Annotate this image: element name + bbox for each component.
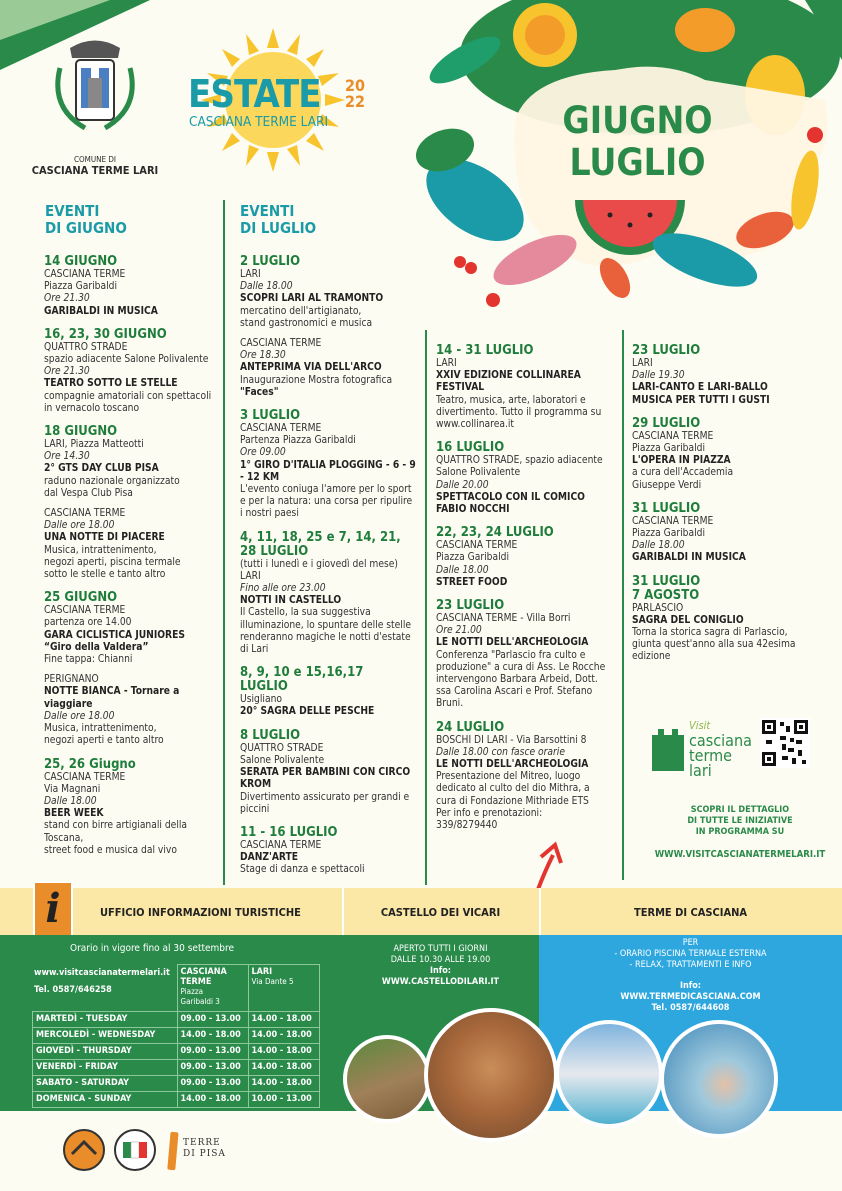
event-item xyxy=(240,255,422,399)
event-name: SCOPRI LARI AL TRAMONTO xyxy=(240,293,384,305)
opening-hours-table: CASCIANA TERME Piazza Garibaldi 3 LARI Via Dante 5 MARTEDÌ - TUESDAY 09.00 - 13.00 14.00 - 18.00 MERCOLEDÌ - WEDNESDAY 14.00 - 18.00 14.00 - 18.00 GIOVEDÌ - THURSDAY 09.00 - 13.00 14.00 - 18.00 VENERDÌ - FRIDAY 09.00 - 13.00 14.00 - 18.00 SABATO - SATURDAY 09.00 - 13.00 14.00 - 18.00 DOMENICA - SUNDAY 14.00 - 18.00 10.00 - 13.00 xyxy=(32,964,320,1108)
event-name: GARA CICLISTICA JUNIORES xyxy=(44,629,185,641)
photo-town xyxy=(343,1035,431,1123)
event-location: LARI xyxy=(436,358,457,369)
event-item xyxy=(44,425,219,581)
terme-info: PER - ORARIO PISCINA TERMALE ESTERNA - RELAX, TRATTAMENTI E INFO Info: WWW.TERMEDICASCIANA.COM Tel. 0587/644608 xyxy=(539,938,842,1014)
event-location: QUATTRO STRADE xyxy=(44,341,128,353)
event-description: Inaugurazione Mostra fotografica xyxy=(240,374,393,386)
event-item xyxy=(240,409,422,521)
event-location: CASCIANA TERME xyxy=(44,771,126,783)
hours-row xyxy=(33,1043,320,1059)
event-description: illuminazione, lo spuntare delle stelle xyxy=(240,619,412,631)
col1-title: EVENTI DI GIUGNO xyxy=(45,202,127,237)
event-description: partenza ore 14.00 xyxy=(44,617,132,629)
event-name: FESTIVAL xyxy=(436,382,485,394)
photo-castle xyxy=(424,1008,558,1142)
castello-info: APERTO TUTTI I GIORNI DALLE 10.30 ALLE 19.00 Info: WWW.CASTELLODILARI.IT xyxy=(342,944,539,988)
hours-row xyxy=(33,1059,320,1075)
event-time: Dalle 18.00 xyxy=(632,540,685,552)
event-date: 31 LUGLIO xyxy=(632,500,701,516)
event-date: 18 GIUGNO xyxy=(44,424,118,440)
event-description: Per info e prenotazioni: xyxy=(436,807,543,819)
events-july-c xyxy=(632,344,832,674)
event-description: Fine tappa: Chianni xyxy=(44,654,133,666)
event-item xyxy=(632,575,832,664)
event-name: SERATA PER BAMBINI CON CIRCO xyxy=(240,767,411,779)
hours-time: 09.00 - 13.00 xyxy=(177,1059,248,1075)
event-name: L'OPERA IN PIAZZA xyxy=(632,455,731,467)
castello-url-link[interactable]: WWW.CASTELLODILARI.IT xyxy=(381,977,500,987)
event-name: STREET FOOD xyxy=(436,576,508,588)
hours-time: 09.00 - 13.00 xyxy=(177,1043,248,1059)
event-name: BEER WEEK xyxy=(44,808,104,820)
hours-day: MERCOLEDÌ - WEDNESDAY xyxy=(33,1027,178,1043)
event-description: L'evento coniuga l'amore per lo sport xyxy=(240,484,412,496)
event-name: DANZ'ARTE xyxy=(240,852,299,864)
event-item xyxy=(436,526,621,589)
event-time: Dalle 18.00 con fasce orarie xyxy=(436,746,565,758)
event-description: dedicato al culto del dio Mithra, a xyxy=(436,783,590,795)
hours-day: DOMENICA - SUNDAY xyxy=(33,1091,178,1107)
event-location: spazio adiacente Salone Polivalente xyxy=(44,354,209,366)
event-time: Dalle 20.00 xyxy=(436,479,489,491)
event-location: CASCIANA TERME xyxy=(436,540,518,552)
event-location: Salone Polivalente xyxy=(240,754,325,766)
event-name: "Faces" xyxy=(240,386,279,398)
event-description: negozi aperti e tanto altro xyxy=(44,735,164,747)
divider xyxy=(223,200,225,885)
event-date: 8 LUGLIO xyxy=(240,727,301,743)
estate-title: ESTATE xyxy=(188,72,321,116)
event-date: 22, 23, 24 LUGLIO xyxy=(436,525,554,541)
event-time: Dalle ore 18.00 xyxy=(44,710,115,722)
event-time: Dalle ore 18.00 xyxy=(44,520,115,532)
event-item xyxy=(632,502,832,565)
event-time: Ore 18.30 xyxy=(240,350,286,362)
qr-code-icon[interactable] xyxy=(760,718,810,768)
event-description: Teatro, musica, arte, laboratori e xyxy=(436,394,586,406)
event-name: NOTTI IN CASTELLO xyxy=(240,595,342,607)
event-item xyxy=(44,758,219,857)
event-description: Conferenza "Parlascio fra culto e xyxy=(436,649,586,661)
event-description: Toscana, xyxy=(44,832,84,844)
event-location: Partenza Piazza Garibaldi xyxy=(240,435,356,447)
hours-row xyxy=(33,1075,320,1091)
terre-di-pisa-logo: TERRE DI PISA xyxy=(183,1138,226,1159)
event-item xyxy=(44,255,219,318)
event-date: 14 - 31 LUGLIO xyxy=(436,343,534,358)
event-item xyxy=(44,591,219,747)
event-time: Ore 21.00 xyxy=(436,625,482,637)
hours-time: 09.00 - 13.00 xyxy=(177,1075,248,1091)
pisa-tower-icon xyxy=(166,1128,180,1172)
event-date: 23 LUGLIO xyxy=(632,343,701,358)
event-item xyxy=(240,729,422,816)
event-description: sotto le stelle e tanto altro xyxy=(44,569,166,581)
event-time: Ore 21.30 xyxy=(44,293,90,305)
event-name: FABIO NOCCHI xyxy=(436,504,510,516)
event-description: stand con birre artigianali della xyxy=(44,820,188,832)
hours-time: 14.00 - 18.00 xyxy=(177,1091,248,1107)
event-location: CASCIANA TERME xyxy=(44,269,126,280)
terme-url-link[interactable]: WWW.TERMEDICASCIANA.COM xyxy=(620,992,761,1002)
event-location: CASCIANA TERME xyxy=(240,338,322,350)
event-description: Il Castello, la sua suggestiva xyxy=(240,607,371,619)
spacer xyxy=(240,330,422,338)
event-item xyxy=(632,344,832,407)
association-logo-icon xyxy=(113,1128,157,1172)
col2-title: EVENTI DI LUGLIO xyxy=(240,202,317,237)
hours-time: 14.00 - 18.00 xyxy=(248,1059,319,1075)
event-description: Presentazione del Mitreo, luogo xyxy=(436,771,581,783)
event-name: viaggiare xyxy=(44,698,93,710)
event-description: Torna la storica sagra di Parlascio, xyxy=(632,627,788,639)
castello-title: CASTELLO DEI VICARI xyxy=(380,906,501,919)
pro-loco-logo-icon xyxy=(62,1128,106,1172)
event-location: QUATTRO STRADE, spazio adiacente xyxy=(436,455,603,467)
event-location: PERIGNANO xyxy=(44,674,99,686)
event-location: PARLASCIO xyxy=(632,602,684,614)
event-name: 20° SAGRA DELLE PESCHE xyxy=(240,706,375,718)
event-location: CASCIANA TERME xyxy=(632,515,714,527)
event-date: 31 LUGLIO 7 AGOSTO xyxy=(632,573,701,603)
visit-url-link[interactable]: WWW.VISITCASCIANATERMELARI.IT xyxy=(654,849,826,860)
hours-time: 09.00 - 13.00 xyxy=(177,1011,248,1027)
event-item xyxy=(436,599,621,711)
event-location: LARI, Piazza Matteotti xyxy=(44,439,144,451)
event-location: CASCIANA TERME xyxy=(632,430,714,442)
events-june xyxy=(44,255,219,867)
event-description: e per la natura: una corsa per ripulire xyxy=(240,496,413,508)
hours-day: SABATO - SATURDAY xyxy=(33,1075,178,1091)
info-site-link[interactable]: www.visitcascianatermelari.it xyxy=(34,968,170,978)
event-description: negozi aperti, piscina termale xyxy=(44,556,181,568)
hours-day: MARTEDÌ - TUESDAY xyxy=(33,1011,178,1027)
event-description: compagnie amatoriali con spettacoli xyxy=(44,390,212,402)
event-description: ssa Carolina Ascari e Prof. Stefano xyxy=(436,686,593,698)
event-description: www.collinarea.it xyxy=(436,419,515,431)
events-july-b xyxy=(436,344,621,842)
event-name: 2° GTS DAY CLUB PISA xyxy=(44,463,159,475)
year-label: 20 22 xyxy=(345,76,366,111)
event-location: Piazza Garibaldi xyxy=(632,528,705,540)
event-description: edizione xyxy=(632,651,671,663)
event-description: divertimento. Tutto il programma su xyxy=(436,406,602,418)
event-name: GARIBALDI IN MUSICA xyxy=(44,305,158,317)
hours-time: 14.00 - 18.00 xyxy=(177,1027,248,1043)
event-item xyxy=(240,666,422,718)
event-date: 3 LUGLIO xyxy=(240,408,301,424)
hours-time: 14.00 - 18.00 xyxy=(248,1011,319,1027)
event-name: ANTEPRIMA VIA DELL'ARCO xyxy=(240,362,382,374)
event-name: LE NOTTI DELL'ARCHEOLOGIA xyxy=(436,759,589,771)
event-location: BOSCHI DI LARI - Via Barsottini 8 xyxy=(436,734,587,746)
info-icon: i xyxy=(33,881,73,937)
event-time: Dalle 18.00 xyxy=(44,795,97,807)
estate-subtitle: CASCIANA TERME LARI xyxy=(189,114,329,130)
scopri-text: SCOPRI IL DETTAGLIO DI TUTTE LE INIZIATIVE IN PROGRAMMA SU xyxy=(687,805,793,837)
comune-label: COMUNE DI CASCIANA TERME LARI xyxy=(31,155,159,177)
event-location: LARI xyxy=(240,269,261,280)
hours-time: 10.00 - 13.00 xyxy=(248,1091,319,1107)
uff-title: UFFICIO INFORMAZIONI TURISTICHE xyxy=(100,906,301,919)
hours-time: 14.00 - 18.00 xyxy=(248,1027,319,1043)
event-date: 11 - 16 LUGLIO xyxy=(240,824,338,840)
event-date: 25, 26 Giugno xyxy=(44,756,136,772)
event-location: Via Magnani xyxy=(44,783,101,795)
event-date: 29 LUGLIO xyxy=(632,415,701,431)
months-title: GIUGNO LUGLIO xyxy=(562,99,713,184)
terme-title: TERME DI CASCIANA xyxy=(633,906,748,919)
hours-row xyxy=(33,1027,320,1043)
visit-logo: Visit casciana terme lari xyxy=(689,719,752,780)
event-description: dal Vespa Club Pisa xyxy=(44,487,133,499)
event-location: CASCIANA TERME xyxy=(44,605,126,617)
event-name: MUSICA PER TUTTI I GUSTI xyxy=(632,394,770,406)
event-description: renderanno magiche le notti d'estate xyxy=(240,631,411,643)
event-description: cura di Fondazione Mithriade ETS xyxy=(436,795,589,807)
event-location: CASCIANA TERME - Villa Borri xyxy=(436,613,571,625)
event-name: NOTTE BIANCA - Tornare a xyxy=(44,686,180,698)
event-name: “Giro della Valdera” xyxy=(44,641,149,653)
event-date: 25 GIUGNO xyxy=(44,590,118,606)
event-location: CASCIANA TERME xyxy=(240,423,322,435)
event-name: XXIV EDIZIONE COLLINAREA xyxy=(436,370,581,382)
event-time: Fino alle ore 23.00 xyxy=(240,583,326,595)
event-time: Ore 09.00 xyxy=(240,447,286,459)
event-time: Ore 14.30 xyxy=(44,451,90,463)
hours-day: GIOVEDÌ - THURSDAY xyxy=(33,1043,178,1059)
event-description: (tutti i lunedì e i giovedì del mese) xyxy=(240,558,398,570)
event-name: SPETTACOLO CON IL COMICO xyxy=(436,491,585,503)
photo-terme xyxy=(555,1020,663,1128)
event-time: Dalle 18.00 xyxy=(240,281,293,293)
hours-time: 14.00 - 18.00 xyxy=(248,1075,319,1091)
event-date: 16 LUGLIO xyxy=(436,440,505,456)
event-description: Musica, intrattenimento, xyxy=(44,544,157,556)
event-item xyxy=(44,328,219,415)
event-name: GARIBALDI IN MUSICA xyxy=(632,552,746,564)
event-date: 8, 9, 10 e 15,16,17 LUGLIO xyxy=(240,665,364,695)
info-phone: Tel. 0587/646258 xyxy=(34,985,112,995)
event-description: produzione" a cura di Ass. Le Rocche xyxy=(436,661,606,673)
castle-logo-icon xyxy=(650,723,686,773)
event-date: 23 LUGLIO xyxy=(436,598,505,614)
event-name: - 12 KM xyxy=(240,471,280,483)
event-description: mercatino dell'artigianato, xyxy=(240,305,362,317)
event-time: Ore 21.30 xyxy=(44,366,90,378)
event-description: 339/8279440 xyxy=(436,820,498,832)
spacer xyxy=(44,500,219,508)
event-name: SAGRA DEL CONIGLIO xyxy=(632,614,744,626)
event-location: CASCIANA TERME xyxy=(240,839,322,851)
event-location: Piazza Garibaldi xyxy=(632,443,705,455)
event-location: Usigliano xyxy=(240,694,282,706)
event-description: Giuseppe Verdi xyxy=(632,479,702,491)
event-location: CASCIANA TERME xyxy=(44,508,126,520)
event-item xyxy=(436,344,621,431)
event-name: UNA NOTTE DI PIACERE xyxy=(44,532,165,544)
event-description: Divertimento assicurato per grandi e xyxy=(240,791,410,803)
hours-row xyxy=(33,1091,320,1107)
divider xyxy=(425,330,427,885)
event-description: di Lari xyxy=(240,644,269,656)
hours-time: 14.00 - 18.00 xyxy=(248,1043,319,1059)
event-description: giunta quest'anno alla sua 42esima xyxy=(632,639,796,651)
event-location: Piazza Garibaldi xyxy=(436,552,509,564)
event-description: raduno nazionale organizzato xyxy=(44,475,180,487)
event-description: i nostri paesi xyxy=(240,508,299,520)
event-description: Bruni. xyxy=(436,698,464,710)
event-name: KROM xyxy=(240,779,272,791)
orario-note: Orario in vigore fino al 30 settembre xyxy=(70,943,235,954)
event-name: TEATRO SOTTO LE STELLE xyxy=(44,378,178,390)
event-description: intervengono Barbara Arbeid, Dott. xyxy=(436,674,598,686)
event-date: 2 LUGLIO xyxy=(240,254,301,269)
event-date: 24 LUGLIO xyxy=(436,719,505,735)
event-location: LARI xyxy=(632,358,653,369)
event-item xyxy=(436,721,621,833)
event-name: 1° GIRO D'ITALIA PLOGGING - 6 - 9 xyxy=(240,459,416,471)
event-name: LARI-CANTO E LARI-BALLO xyxy=(632,382,768,394)
coat-of-arms-icon xyxy=(50,28,140,153)
event-date: 16, 23, 30 GIUGNO xyxy=(44,326,167,342)
event-item xyxy=(436,441,621,516)
photo-pool xyxy=(660,1020,778,1138)
event-date: 14 GIUGNO xyxy=(44,254,118,269)
event-description: a cura dell'Accademia xyxy=(632,467,734,479)
event-date: 4, 11, 18, 25 e 7, 14, 21, 28 LUGLIO xyxy=(240,529,401,559)
event-description: Stage di danza e spettacoli xyxy=(240,864,365,876)
event-description: in vernacolo toscano xyxy=(44,402,140,414)
events-july-a xyxy=(240,255,422,887)
divider xyxy=(622,330,624,880)
event-location: QUATTRO STRADE xyxy=(240,742,324,754)
event-item xyxy=(240,531,422,657)
event-location: LARI xyxy=(240,570,261,582)
event-name: LE NOTTI DELL'ARCHEOLOGIA xyxy=(436,637,589,649)
event-description: stand gastronomici e musica xyxy=(240,317,373,329)
event-description: Musica, intrattenimento, xyxy=(44,723,157,735)
event-item xyxy=(632,417,832,492)
event-item xyxy=(240,826,422,877)
hours-day: VENERDÌ - FRIDAY xyxy=(33,1059,178,1075)
spacer xyxy=(44,666,219,674)
hours-row xyxy=(33,1011,320,1027)
event-location: Salone Polivalente xyxy=(436,467,521,479)
event-time: Dalle 18.00 xyxy=(436,564,489,576)
event-description: street food e musica dal vivo xyxy=(44,844,177,856)
event-location: Piazza Garibaldi xyxy=(44,281,117,293)
event-description: piccini xyxy=(240,803,270,815)
event-time: Dalle 19.30 xyxy=(632,370,685,382)
